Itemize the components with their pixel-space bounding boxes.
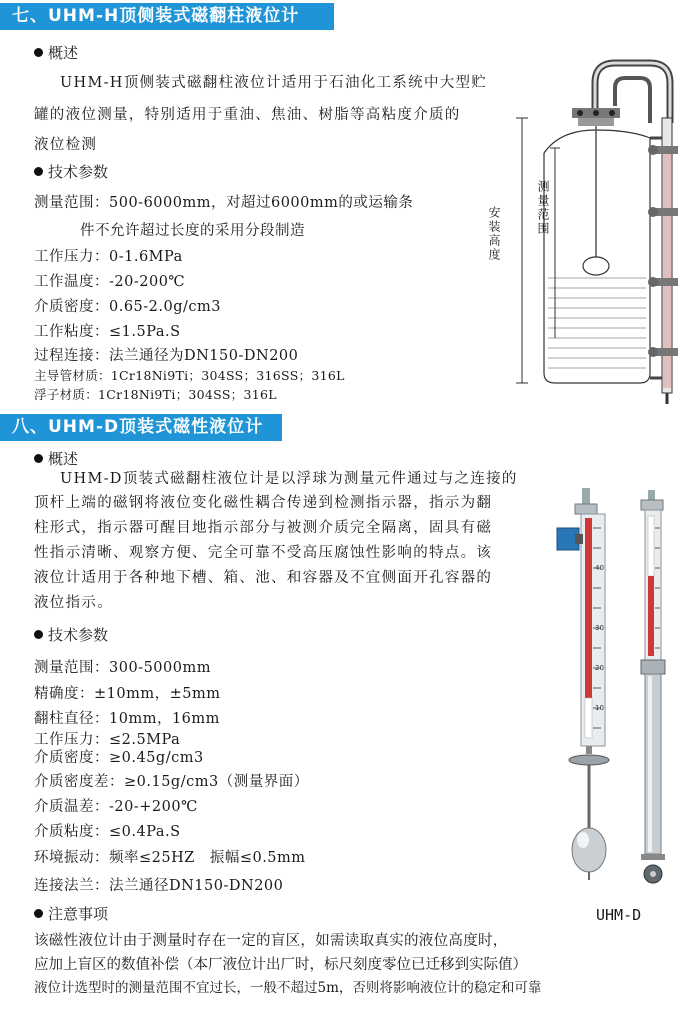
- spec-line: 环境振动：频率≤25HZ 振幅≤0.5mm: [34, 850, 306, 866]
- section7-header: 七、UHM-H顶侧装式磁翻柱液位计: [0, 3, 334, 30]
- spec-line: 翻柱直径：10mm，16mm: [34, 711, 220, 727]
- section7-specs-heading: 技术参数: [34, 161, 108, 182]
- spec-line: 过程连接：法兰通径为DN150-DN200: [34, 348, 299, 364]
- spec-line: 测量范围：300-5000mm: [34, 660, 211, 676]
- bullet-icon: [34, 48, 43, 57]
- spec-line: 件不允许超过长度的采用分段制造: [80, 223, 305, 239]
- section7-overview-heading: 概述: [34, 42, 78, 63]
- note-line: 应加上盲区的数值补偿（本厂液位计出厂时，标尺刻度零位已迁移到实际值）: [34, 957, 527, 973]
- spec-line: 介质密度：0.65-2.0g/cm3: [34, 299, 222, 315]
- scale-number: 10: [595, 704, 604, 712]
- section8-overview-line-1: UHM-D顶装式磁翻柱液位计是以浮球为测量元件通过与之连接的: [60, 471, 518, 487]
- spec-line: 工作压力：0-1.6MPa: [34, 249, 183, 265]
- measure-range-label: 测量范围: [536, 180, 550, 236]
- spec-line: 工作压力：≤2.5MPa: [34, 732, 181, 748]
- bullet-icon: [34, 909, 43, 918]
- spec-line: 主导管材质：1Cr18Ni9Ti；304SS；316SS；316L: [34, 368, 345, 383]
- notes-heading: 注意事项: [34, 903, 108, 924]
- section8-overview-line-5: 液位计适用于各种地下槽、箱、池、和容器及不宜侧面开孔容器的: [34, 570, 493, 586]
- section7-overview-line-1: UHM-H顶侧装式磁翻柱液位计适用于石油化工系统中大型贮: [60, 75, 488, 91]
- section7-overview-line-2: 罐的液位测量，特别适用于重油、焦油、树脂等高粘度介质的: [34, 107, 461, 123]
- uhm-d-product-image: [545, 478, 695, 898]
- install-height-label: 安装高度: [487, 206, 501, 262]
- note-line: 该磁性液位计由于测量时存在一定的盲区，如需读取真实的液位高度时，: [34, 933, 508, 949]
- spec-line: 介质密度差：≥0.15g/cm3（测量界面）: [34, 774, 309, 790]
- spec-line: 介质密度：≥0.45g/cm3: [34, 750, 204, 766]
- section8-overview-line-4: 性指示清晰、观察方便、完全可靠不受高压腐蚀性影响的特点。该: [34, 545, 493, 561]
- spec-line: 介质粘度：≤0.4Pa.S: [34, 824, 181, 840]
- bullet-icon: [34, 167, 43, 176]
- spec-line: 连接法兰：法兰通径DN150-DN200: [34, 878, 284, 894]
- spec-line: 介质温差：-20-+200℃: [34, 799, 198, 815]
- spec-line: 测量范围：500-6000mm，对超过6000mm的或运输条: [34, 195, 414, 211]
- section8-specs-heading: 技术参数: [34, 624, 108, 645]
- spec-line: 工作温度：-20-200℃: [34, 274, 186, 290]
- tank-diagram: [500, 38, 700, 410]
- section8-header: 八、UHM-D顶装式磁性液位计: [0, 414, 282, 441]
- section8-overview-line-6: 液位指示。: [34, 595, 113, 611]
- bullet-icon: [34, 630, 43, 639]
- spec-line: 精确度：±10mm，±5mm: [34, 686, 221, 702]
- spec-line: 工作粘度：≤1.5Pa.S: [34, 324, 181, 340]
- product-caption: UHM-D: [596, 906, 642, 924]
- spec-line: 浮子材质：1Cr18Ni9Ti；304SS；316L: [34, 387, 277, 402]
- scale-number: 40: [595, 564, 604, 572]
- bullet-icon: [34, 454, 43, 463]
- section8-overview-heading: 概述: [34, 448, 78, 469]
- scale-number: 20: [595, 664, 604, 672]
- section7-overview-line-3: 液位检测: [34, 137, 98, 153]
- scale-number: 30: [595, 624, 604, 632]
- note-line: 液位计选型时的测量范围不宜过长，一般不超过5m，否则将影响液位计的稳定和可靠: [34, 980, 542, 996]
- section8-overview-line-3: 柱形式，指示器可醒目地指示部分与被测介质完全隔离，固具有磁: [34, 520, 493, 536]
- section8-overview-line-2: 顶杆上端的磁钢将液位变化磁性耦合传递到检测指示器，指示为翻: [34, 495, 493, 511]
